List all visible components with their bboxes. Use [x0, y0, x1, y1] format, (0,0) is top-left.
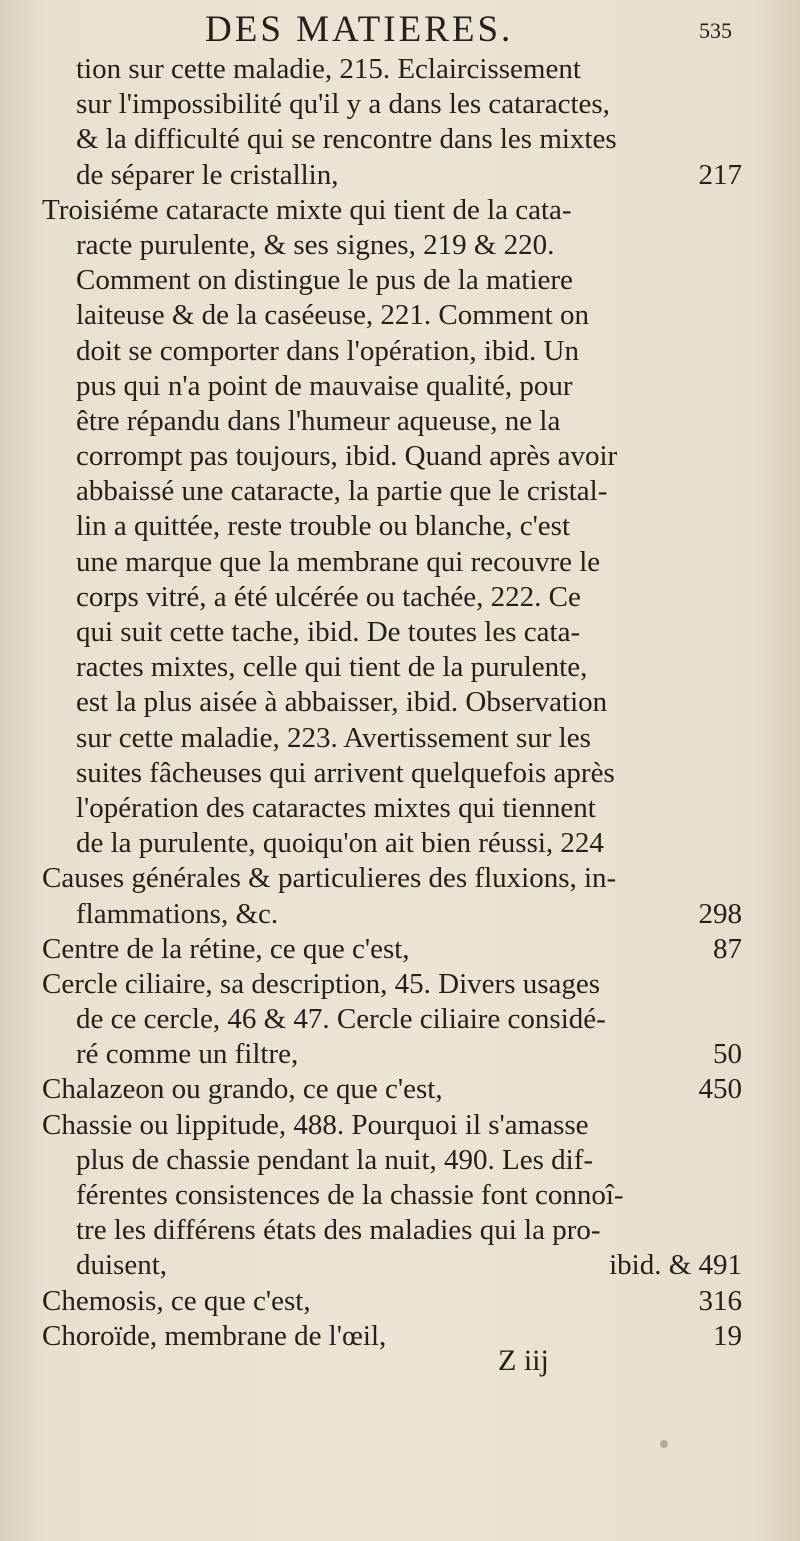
index-line-page-ref: 19	[713, 1319, 742, 1352]
index-line	[42, 1143, 742, 1178]
page-number: 535	[699, 18, 732, 43]
index-line-text: de ce cercle, 46 & 47. Cercle ciliaire considé-	[76, 1003, 606, 1036]
index-line-text: être répandu dans l'humeur aqueuse, ne la	[76, 404, 561, 437]
index-line	[42, 1002, 742, 1037]
index-line-page-ref: 316	[698, 1284, 742, 1317]
index-line-text: est la plus aisée à abbaisser, ibid. Observation	[76, 686, 608, 719]
index-line-text: sur l'impossibilité qu'il y a dans les cataractes,	[76, 88, 610, 121]
index-line	[42, 967, 742, 1002]
index-line	[42, 334, 742, 369]
index-line-text: une marque que la membrane qui recouvre le	[76, 545, 601, 578]
index-line	[42, 1248, 742, 1283]
index-line	[42, 474, 742, 509]
index-line-page-ref: 217	[698, 158, 742, 191]
index-line-page-ref: ibid. & 491	[609, 1249, 742, 1282]
index-line-text: laiteuse & de la caséeuse, 221. Comment on	[76, 299, 589, 332]
index-line-text: Chalazeon ou grando, ce que c'est,	[42, 1073, 443, 1106]
index-line	[42, 1037, 742, 1072]
index-line-text: corrompt pas toujours, ibid. Quand après avoir	[76, 440, 618, 473]
index-line	[42, 1213, 742, 1248]
index-line-text: lin a quittée, reste trouble ou blanche, c'est	[76, 510, 571, 543]
index-line-text: Troisiéme cataracte mixte qui tient de la cata-	[42, 193, 572, 226]
ink-spot	[660, 1440, 668, 1448]
index-line	[42, 228, 742, 263]
index-line	[42, 87, 742, 122]
index-line-text: racte purulente, & ses signes, 219 & 220.	[76, 228, 555, 261]
index-line-text: ré comme un filtre,	[76, 1038, 299, 1071]
index-line	[42, 1284, 742, 1319]
index-line-text: tion sur cette maladie, 215. Eclaircissement	[76, 53, 581, 85]
index-line-text: tre les différens états des maladies qui la pro-	[76, 1214, 601, 1247]
index-line-text: Chemosis, ce que c'est,	[42, 1284, 311, 1317]
index-line-page-ref: 450	[698, 1073, 742, 1106]
index-line-text: Comment on distingue le pus de la matiere	[76, 264, 573, 297]
index-line	[42, 52, 742, 87]
index-line	[42, 1319, 742, 1354]
index-line	[42, 263, 742, 298]
index-line-page-ref: 298	[698, 897, 742, 930]
index-line	[42, 756, 742, 791]
index-line	[42, 1108, 742, 1143]
index-entries	[42, 52, 742, 1354]
index-line	[42, 721, 742, 756]
index-line	[42, 932, 742, 967]
running-title: DES MATIERES.	[205, 9, 514, 50]
index-line	[42, 122, 742, 157]
index-line-text: Causes générales & particulieres des fluxions, in-	[42, 862, 617, 895]
index-line-text: Choroïde, membrane de l'œil,	[42, 1319, 387, 1352]
index-line	[42, 791, 742, 826]
signature-mark: Z iij	[498, 1344, 549, 1377]
index-line	[42, 1072, 742, 1107]
index-line-text: corps vitré, a été ulcérée ou tachée, 222. Ce	[76, 580, 581, 613]
index-line	[42, 897, 742, 932]
index-line	[42, 1178, 742, 1213]
index-line-text: ractes mixtes, celle qui tient de la purulente,	[76, 651, 588, 684]
index-line	[42, 580, 742, 615]
index-line-page-ref: 87	[713, 932, 742, 965]
index-line-text: Centre de la rétine, ce que c'est,	[42, 932, 410, 965]
index-line-text: sur cette maladie, 223. Avertissement sur les	[76, 721, 591, 754]
page-header	[0, 8, 800, 58]
index-line-text: Chassie ou lippitude, 488. Pourquoi il s'amasse	[42, 1108, 589, 1141]
index-line-text: flammations, &c.	[76, 897, 279, 930]
index-line	[42, 158, 742, 193]
index-line-text: duisent,	[76, 1249, 168, 1282]
index-line-text: pus qui n'a point de mauvaise qualité, pour	[76, 369, 573, 402]
index-line-page-ref: 50	[713, 1038, 742, 1071]
index-line	[42, 650, 742, 685]
index-line	[42, 509, 742, 544]
index-line	[42, 369, 742, 404]
index-line-text: de la purulente, quoiqu'on ait bien réussi, 224	[76, 827, 604, 860]
index-line	[42, 826, 742, 861]
index-line-text: l'opération des cataractes mixtes qui tiennent	[76, 791, 596, 824]
index-line-text: Cercle ciliaire, sa description, 45. Divers usages	[42, 967, 601, 1000]
index-line-text: & la difficulté qui se rencontre dans les mixtes	[76, 123, 617, 156]
index-line	[42, 439, 742, 474]
index-line	[42, 861, 742, 896]
index-line-text: férentes consistences de la chassie font connoî-	[76, 1179, 624, 1211]
index-line	[42, 615, 742, 650]
index-line-text: qui suit cette tache, ibid. De toutes les cata-	[76, 616, 581, 648]
index-line	[42, 685, 742, 720]
index-line-text: doit se comporter dans l'opération, ibid. Un	[76, 334, 579, 367]
index-line-text: abbaissé une cataracte, la partie que le cristal-	[76, 475, 608, 508]
index-line-text: suites fâcheuses qui arrivent quelquefois après	[76, 756, 615, 789]
index-line	[42, 193, 742, 228]
index-line	[42, 545, 742, 580]
index-line-text: plus de chassie pendant la nuit, 490. Les dif-	[76, 1143, 594, 1176]
index-line	[42, 404, 742, 439]
index-line-text: de séparer le cristallin,	[76, 158, 339, 191]
index-line	[42, 298, 742, 333]
